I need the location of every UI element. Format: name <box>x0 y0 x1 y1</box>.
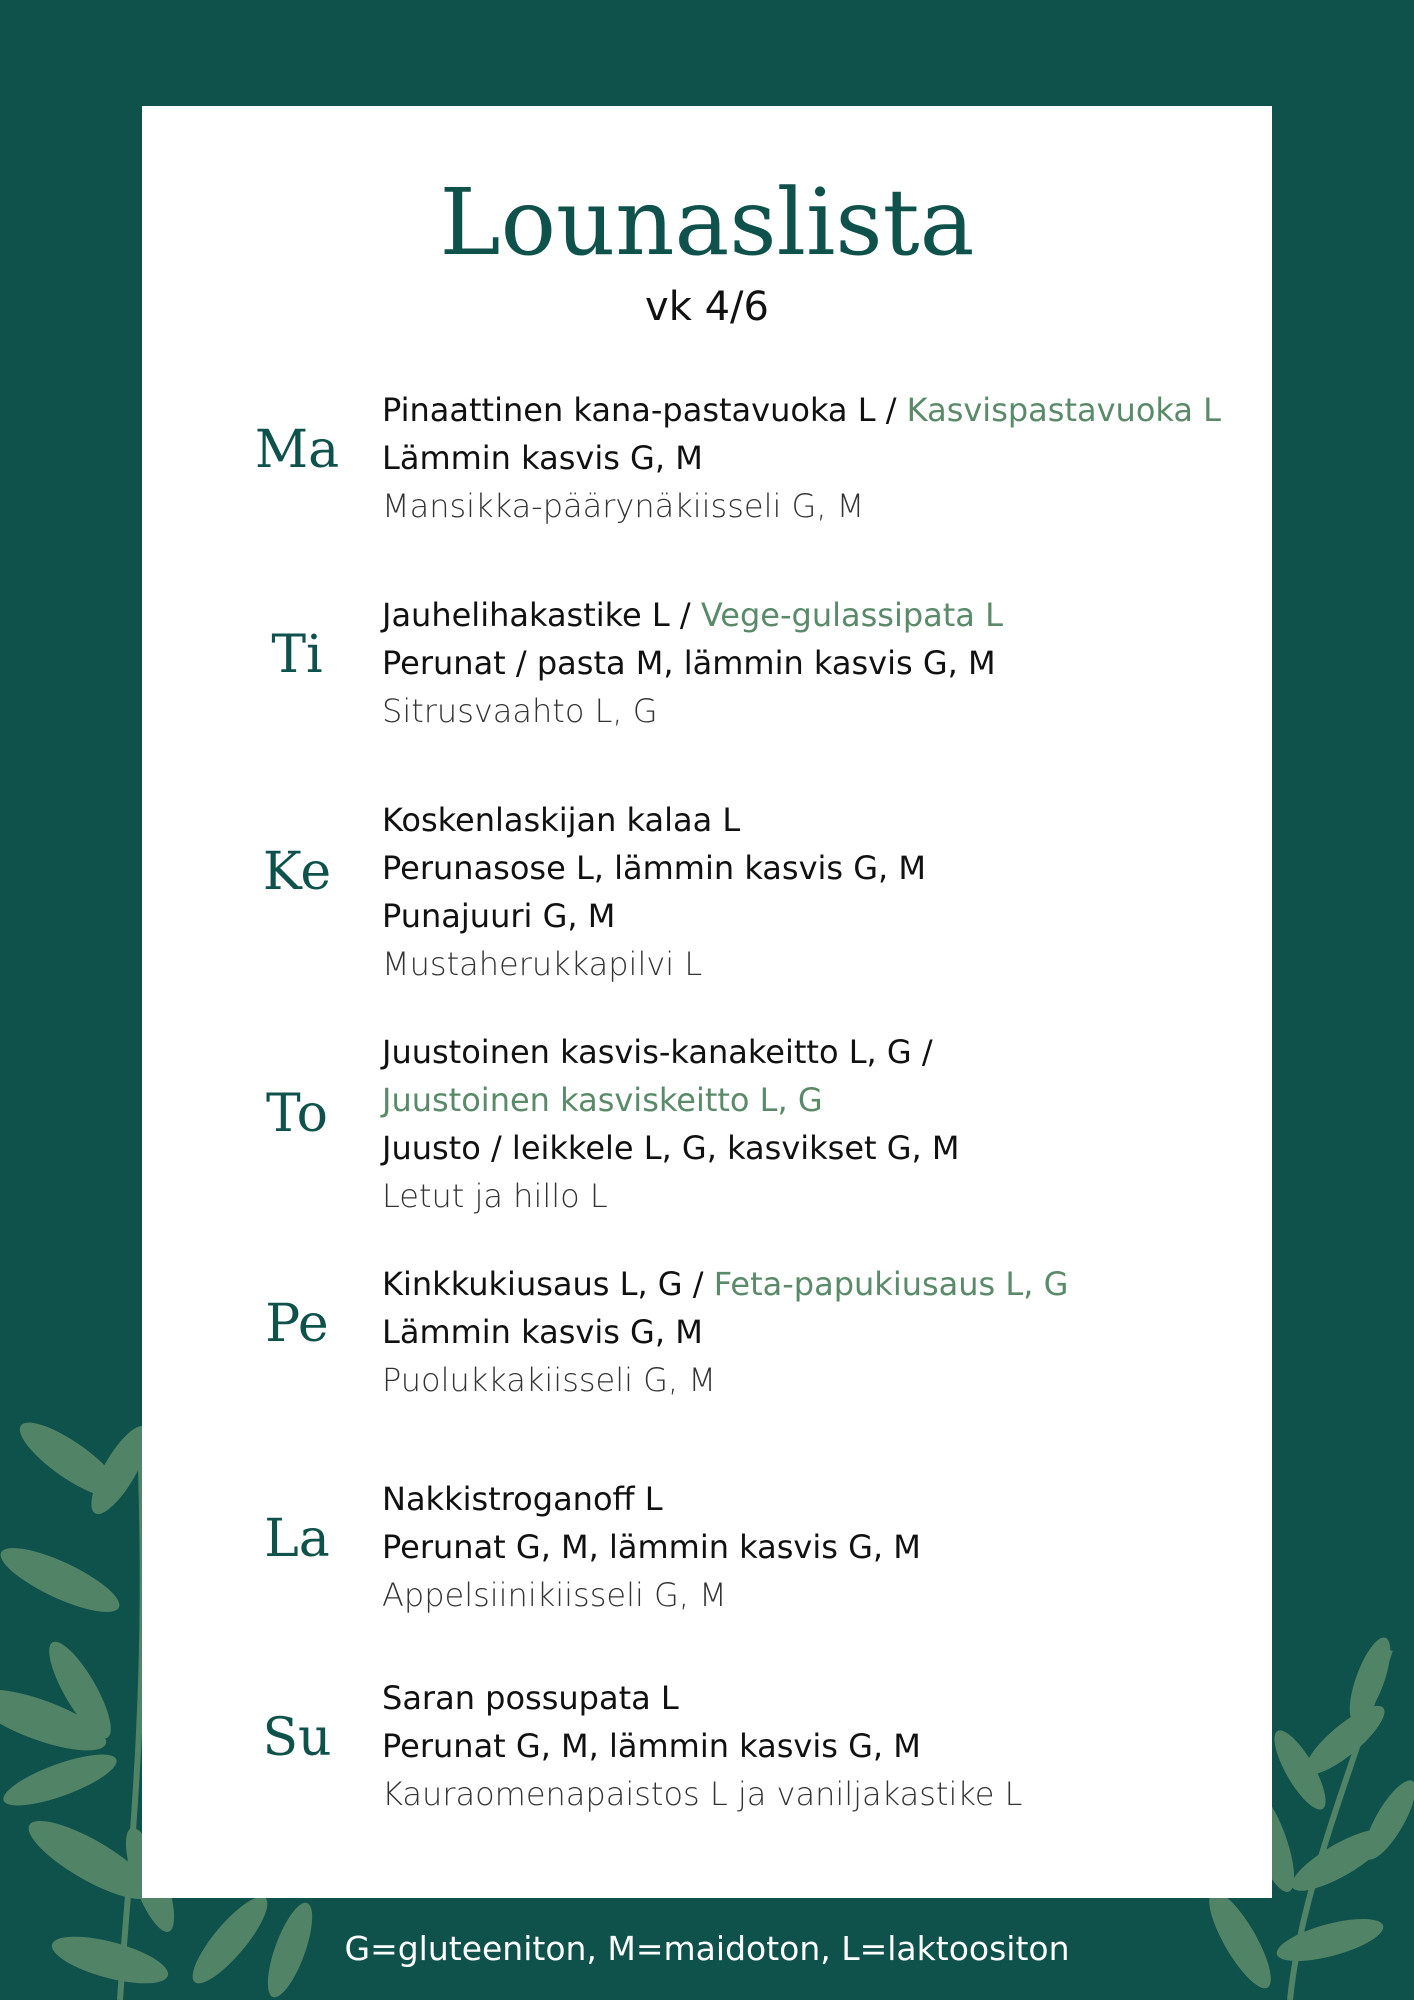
meat-dish: Juustoinen kasvis-kanakeitto L, G / <box>382 1033 933 1071</box>
vegetarian-dish: Feta-papukiusaus L, G <box>713 1265 1069 1303</box>
day-label: Ti <box>271 625 323 685</box>
dish-list <box>382 591 1262 735</box>
vegetarian-dish: Vege-gulassipata L <box>700 596 1003 634</box>
dish-list <box>382 1475 1262 1619</box>
meat-dish: Jauhelihakastike L / <box>382 596 701 634</box>
day-label: Pe <box>265 1294 329 1354</box>
day-label: Ma <box>254 420 340 480</box>
vegetarian-dish: Juustoinen kasviskeitto L, G <box>382 1081 823 1119</box>
dish-list <box>382 1674 1262 1818</box>
allergen-legend: G=gluteeniton, M=maidoton, L=laktoositon <box>344 1929 1070 1968</box>
vegetarian-dish: Kasvispastavuoka L <box>906 391 1221 429</box>
dessert: Puolukkakiisseli G, M <box>382 1361 716 1399</box>
side-dish: Lämmin kasvis G, M <box>382 1313 703 1351</box>
main-dish <box>382 1028 1022 1124</box>
page-title: Lounaslista <box>439 169 975 276</box>
side-dish: Perunat G, M, lämmin kasvis G, M <box>382 1727 921 1765</box>
dish-list <box>382 1260 1262 1404</box>
dessert: Mansikka-päärynäkiisseli G, M <box>382 487 865 525</box>
week-label: vk 4/6 <box>645 284 769 330</box>
meat-dish: Kinkkukiusaus L, G / <box>382 1265 714 1303</box>
day-label: To <box>266 1084 328 1144</box>
menu-card <box>142 106 1272 1898</box>
main-dish <box>382 591 1262 639</box>
dessert: Letut ja hillo L <box>382 1177 608 1215</box>
day-label: Su <box>262 1708 332 1768</box>
dish-list <box>382 386 1262 530</box>
dessert: Sitrusvaahto L, G <box>382 692 658 730</box>
day-label: La <box>264 1509 330 1569</box>
main-dish <box>382 1260 1262 1308</box>
side-dish: Perunat / pasta M, lämmin kasvis G, M <box>382 644 996 682</box>
dish-list <box>382 796 1262 988</box>
main-dish: Saran possupata L <box>382 1679 679 1717</box>
dish-list <box>382 1028 1022 1220</box>
side-dish: Perunat G, M, lämmin kasvis G, M <box>382 1528 921 1566</box>
main-dish: Nakkistroganoff L <box>382 1480 663 1518</box>
day-label: Ke <box>262 842 332 902</box>
dessert: Kauraomenapaistos L ja vaniljakastike L <box>382 1775 1023 1813</box>
side-dish: Perunasose L, lämmin kasvis G, M <box>382 849 926 887</box>
dessert: Appelsiinikiisseli G, M <box>382 1576 727 1614</box>
meat-dish: Pinaattinen kana-pastavuoka L / <box>382 391 907 429</box>
main-dish: Koskenlaskijan kalaa L <box>382 801 741 839</box>
main-dish <box>382 386 1262 434</box>
side-dish: Juusto / leikkele L, G, kasvikset G, M <box>382 1129 960 1167</box>
side-dish: Lämmin kasvis G, M <box>382 439 703 477</box>
dessert: Mustaherukkapilvi L <box>382 945 703 983</box>
side-dish: Punajuuri G, M <box>382 897 616 935</box>
